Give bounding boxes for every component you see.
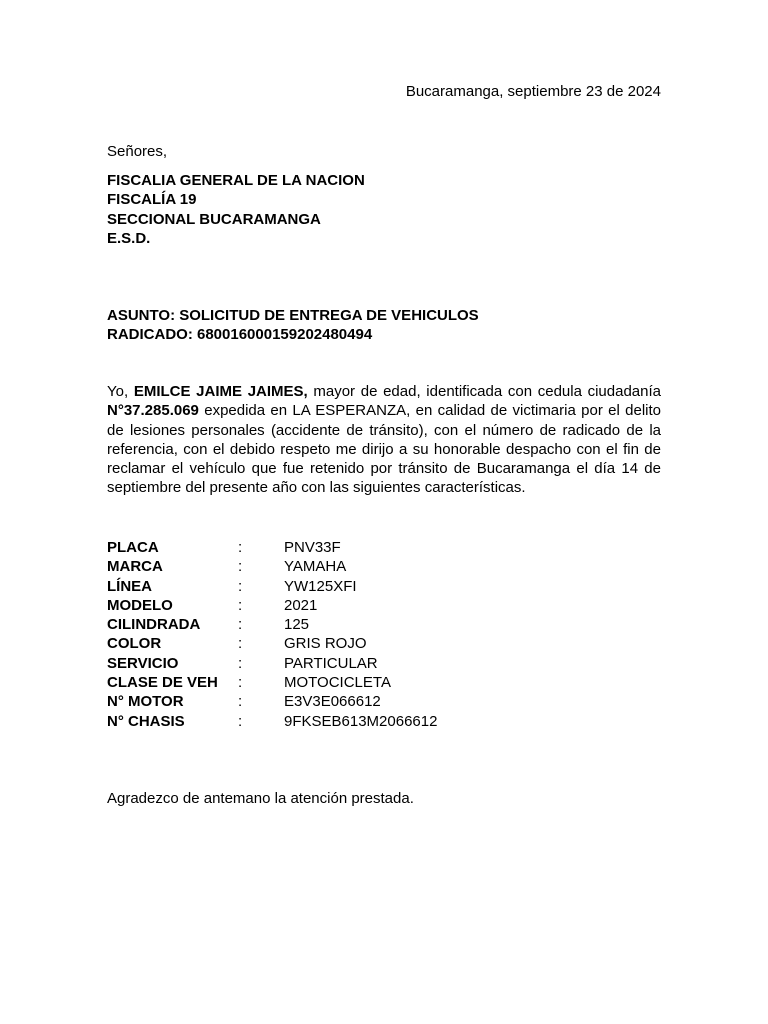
vehicle-field-value: 9FKSEB613M2066612 bbox=[284, 712, 438, 730]
greeting: Señores, bbox=[107, 143, 168, 160]
vehicle-row bbox=[107, 596, 437, 615]
vehicle-field-label: CILINDRADA bbox=[107, 616, 201, 634]
body-intro: Yo, bbox=[107, 383, 134, 400]
date-line: Bucaramanga, septiembre 23 de 2024 bbox=[405, 83, 661, 100]
subject-block bbox=[107, 306, 479, 345]
vehicle-field-value: PNV33F bbox=[284, 539, 341, 556]
vehicle-field-label: N° MOTOR bbox=[107, 693, 184, 711]
vehicle-row bbox=[107, 538, 437, 557]
vehicle-field-value: YW125XFI bbox=[284, 577, 357, 595]
vehicle-row bbox=[107, 712, 437, 731]
vehicle-field-label: N° CHASIS bbox=[107, 712, 185, 730]
field-separator: : bbox=[238, 616, 243, 634]
vehicle-row bbox=[107, 692, 437, 711]
id-number: N°37.285.069 bbox=[107, 402, 199, 420]
vehicle-field-label: CLASE DE VEH bbox=[107, 674, 218, 692]
vehicle-field-label: MODELO bbox=[107, 596, 173, 614]
vehicle-row bbox=[107, 634, 437, 653]
recipient-line: SECCIONAL BUCARAMANGA bbox=[107, 210, 321, 228]
body-part1: mayor de edad, identificada con cedula ciudadanía bbox=[307, 383, 661, 400]
vehicle-field-value: E3V3E066612 bbox=[284, 693, 381, 711]
body-paragraph bbox=[107, 382, 661, 498]
vehicle-field-value: GRIS ROJO bbox=[284, 635, 367, 653]
radicado-line: RADICADO: 68001600015920248049​4 bbox=[107, 326, 373, 344]
recipient-line: E.S.D. bbox=[107, 229, 151, 247]
vehicle-row bbox=[107, 615, 437, 634]
recipient-line: FISCALIA GENERAL DE LA NACION bbox=[107, 172, 365, 189]
vehicle-row bbox=[107, 577, 437, 596]
asunto-label: ASUNTO bbox=[107, 307, 171, 324]
field-separator: : bbox=[238, 712, 243, 730]
vehicle-row bbox=[107, 673, 437, 692]
field-separator: : bbox=[238, 635, 243, 653]
vehicle-field-value: MOTOCICLETA bbox=[284, 674, 391, 692]
vehicle-field-label: SERVICIO bbox=[107, 654, 179, 672]
closing-line: Agradezco de antemano la atención prestada. bbox=[107, 790, 414, 807]
body-part2: expedida en LA ESPERANZA, en calidad de victimaria por el delito de lesiones personales (accidente de tránsito), con el número de radicado de la referencia, con el debido respeto me dirijo a su honorable despacho con el fin de reclamar el vehículo que fue retenido por tránsito de Bucaramanga el día 14 de septiembre del presente año con las siguientes características. bbox=[107, 402, 661, 497]
field-separator: : bbox=[238, 577, 243, 595]
vehicle-row bbox=[107, 557, 437, 576]
field-separator: : bbox=[238, 693, 243, 711]
field-separator: : bbox=[238, 596, 243, 614]
recipient-line: FISCALÍA 19 bbox=[107, 191, 197, 209]
field-separator: : bbox=[238, 558, 243, 576]
vehicle-field-value: 125 bbox=[284, 616, 310, 634]
vehicle-row bbox=[107, 654, 437, 673]
vehicle-field-value: PARTICULAR bbox=[284, 654, 378, 672]
field-separator: : bbox=[238, 674, 243, 692]
signer-name: EMILCE JAIME JAIMES, bbox=[133, 383, 308, 400]
field-separator: : bbox=[238, 539, 243, 556]
recipient-block bbox=[107, 171, 365, 248]
vehicle-field-label: LÍNEA bbox=[107, 577, 152, 595]
vehicle-field-label: MARCA bbox=[107, 558, 163, 576]
vehicle-field-value: YAMAHA bbox=[284, 558, 347, 576]
vehicle-field-value: 2021 bbox=[284, 596, 318, 614]
vehicle-field-label: COLOR bbox=[107, 635, 162, 653]
vehicle-field-label: PLACA bbox=[107, 539, 159, 556]
asunto-text: : SOLICITUD DE ENTREGA DE VEHICULOS bbox=[170, 307, 479, 324]
vehicle-details-table bbox=[107, 538, 437, 731]
subject-line bbox=[107, 306, 479, 325]
field-separator: : bbox=[238, 654, 243, 672]
